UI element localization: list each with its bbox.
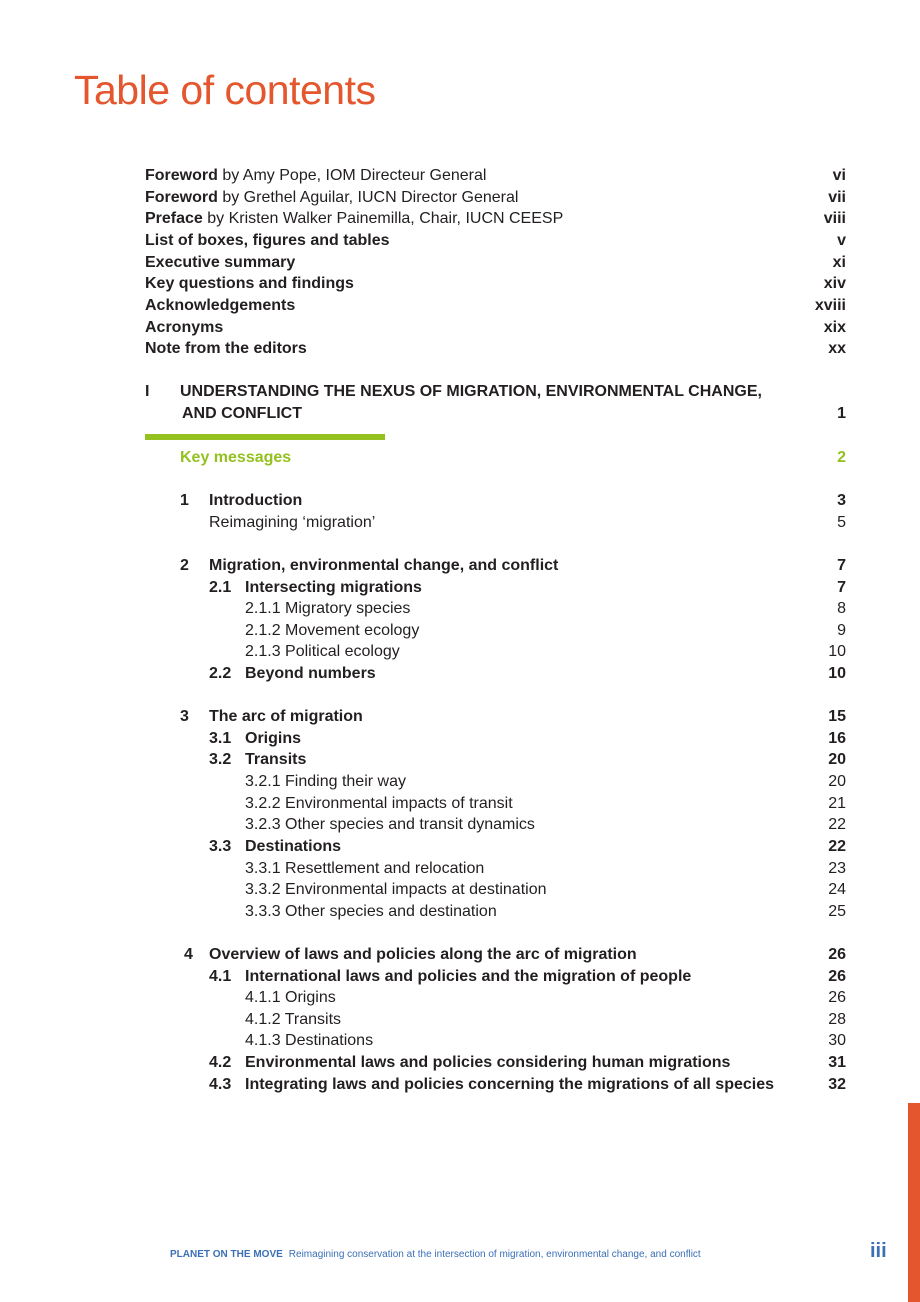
footer-brand: PLANET ON THE MOVE: [170, 1249, 283, 1260]
page-number: 1: [837, 405, 846, 422]
part-title-line1: UNDERSTANDING THE NEXUS OF MIGRATION, ENVIRONMENTAL CHANGE,: [180, 383, 762, 400]
toc-section[interactable]: [145, 836, 846, 857]
toc-chapter[interactable]: [145, 555, 846, 576]
section-number: 4.2: [209, 1054, 232, 1071]
entry-label: Foreword: [145, 167, 218, 184]
page-number: 30: [828, 1032, 846, 1049]
section-title: Origins: [245, 730, 302, 747]
toc-subsection[interactable]: [145, 641, 846, 662]
page-number: xi: [832, 254, 846, 271]
chapter-number: 1: [180, 492, 189, 509]
key-messages-label: Key messages: [180, 449, 292, 466]
entry-label: Preface: [145, 210, 203, 227]
entry-label: Executive summary: [145, 254, 296, 271]
page-number: xviii: [814, 297, 846, 314]
toc-subsection[interactable]: [145, 987, 846, 1008]
section-divider: [145, 434, 385, 440]
page-number: xiv: [823, 275, 846, 292]
page-number: 26: [828, 946, 846, 963]
entry-label: List of boxes, figures and tables: [145, 232, 390, 249]
page-number: 25: [828, 903, 846, 920]
toc-entry[interactable]: [145, 230, 846, 251]
page-number: 24: [828, 881, 846, 898]
section-number: 2.1: [209, 579, 232, 596]
page-number: 7: [837, 579, 846, 596]
subsection-title: 3.3.3 Other species and destination: [245, 903, 497, 920]
section-title: Intersecting migrations: [245, 579, 422, 596]
page-number: v: [837, 232, 846, 249]
page-number: 10: [828, 643, 846, 660]
chapter-title: Migration, environmental change, and conflict: [209, 557, 559, 574]
toc-chapter[interactable]: [145, 706, 846, 727]
toc-entry[interactable]: [145, 512, 846, 533]
toc-section[interactable]: [145, 1074, 846, 1095]
subsection-title: 4.1.3 Destinations: [245, 1032, 374, 1049]
subsection-title: 4.1.2 Transits: [245, 1011, 342, 1028]
section-title: Environmental laws and policies considering human migrations: [245, 1054, 731, 1071]
page-number: vii: [828, 189, 846, 206]
subsection-title: 3.2.1 Finding their way: [245, 773, 406, 790]
subsection-title: 2.1.1 Migratory species: [245, 600, 411, 617]
subsection-title: 4.1.1 Origins: [245, 989, 336, 1006]
page-number: 28: [828, 1011, 846, 1028]
footer-subtitle: Reimagining conservation at the intersection of migration, environmental change, and conflict: [288, 1249, 701, 1260]
toc-entry-key-messages[interactable]: [145, 447, 846, 468]
page-number: xx: [828, 340, 846, 357]
entry-detail: by Grethel Aguilar, IUCN Director General: [217, 189, 519, 206]
toc-entry[interactable]: [145, 208, 846, 229]
section-title: Integrating laws and policies concerning the migrations of all species: [245, 1076, 775, 1093]
toc-section[interactable]: [145, 577, 846, 598]
toc-entry[interactable]: [145, 187, 846, 208]
page-number: 21: [828, 795, 846, 812]
edge-tab: [908, 1103, 920, 1302]
page-number: 3: [837, 492, 846, 509]
chapter-title: Overview of laws and policies along the arc of migration: [209, 946, 637, 963]
toc-entry[interactable]: [145, 338, 846, 359]
toc-entry[interactable]: [145, 295, 846, 316]
entry-label: Key questions and findings: [145, 275, 354, 292]
toc-section[interactable]: [145, 728, 846, 749]
part-title-line2: AND CONFLICT: [182, 405, 302, 422]
page-number: viii: [823, 210, 846, 227]
section-title: Destinations: [245, 838, 342, 855]
chapter-title: The arc of migration: [209, 708, 363, 725]
part-heading[interactable]: [145, 381, 846, 402]
toc-subsection[interactable]: [145, 771, 846, 792]
chapter-number: 4: [184, 946, 193, 963]
toc-section[interactable]: [145, 1052, 846, 1073]
chapter-number: 3: [180, 708, 189, 725]
entry-detail: by Amy Pope, IOM Directeur General: [217, 167, 487, 184]
toc-section[interactable]: [145, 749, 846, 770]
page-number: 26: [828, 968, 846, 985]
entry-title: Reimagining ‘migration’: [209, 514, 376, 531]
toc-subsection[interactable]: [145, 858, 846, 879]
page-number: 22: [828, 816, 846, 833]
section-number: 4.3: [209, 1076, 232, 1093]
page-number: 10: [828, 665, 846, 682]
toc-subsection[interactable]: [145, 793, 846, 814]
chapter-title: Introduction: [209, 492, 303, 509]
page-number: 8: [837, 600, 846, 617]
page-number: vi: [832, 167, 846, 184]
toc-subsection[interactable]: [145, 598, 846, 619]
chapter-number: 2: [180, 557, 189, 574]
part-numeral: I: [145, 383, 150, 400]
entry-detail: by Kristen Walker Painemilla, Chair, IUCN CEESP: [202, 210, 564, 227]
section-number: 3.2: [209, 751, 232, 768]
section-number: 4.1: [209, 968, 232, 985]
page-number: 26: [828, 989, 846, 1006]
subsection-title: 2.1.3 Political ecology: [245, 643, 400, 660]
entry-label: Foreword: [145, 189, 218, 206]
page-number: 23: [828, 860, 846, 877]
section-title: Transits: [245, 751, 307, 768]
section-title: International laws and policies and the migration of people: [245, 968, 692, 985]
page-numeral: iii: [870, 1240, 887, 1262]
page-number: 32: [828, 1076, 846, 1093]
page-number: 16: [828, 730, 846, 747]
toc-subsection[interactable]: [145, 814, 846, 835]
toc-section[interactable]: [145, 663, 846, 684]
toc-subsection[interactable]: [145, 1030, 846, 1051]
section-number: 3.3: [209, 838, 232, 855]
toc-subsection[interactable]: [145, 1009, 846, 1030]
page-number: 22: [828, 838, 846, 855]
toc-entry[interactable]: [145, 317, 846, 338]
entry-label: Acknowledgements: [145, 297, 296, 314]
page-number: 5: [837, 514, 846, 531]
toc-subsection[interactable]: [145, 901, 846, 922]
toc-chapter[interactable]: [145, 944, 846, 965]
page-number: 20: [828, 751, 846, 768]
page-number: 9: [837, 622, 846, 639]
entry-label: Acronyms: [145, 319, 224, 336]
section-number: 3.1: [209, 730, 232, 747]
page-number: 7: [837, 557, 846, 574]
subsection-title: 3.3.2 Environmental impacts at destination: [245, 881, 547, 898]
subsection-title: 3.3.1 Resettlement and relocation: [245, 860, 485, 877]
section-title: Beyond numbers: [245, 665, 376, 682]
subsection-title: 3.2.3 Other species and transit dynamics: [245, 816, 535, 833]
entry-label: Note from the editors: [145, 340, 307, 357]
page-number: xix: [823, 319, 846, 336]
toc-subsection[interactable]: [145, 879, 846, 900]
page-number: 15: [828, 708, 846, 725]
subsection-title: 3.2.2 Environmental impacts of transit: [245, 795, 513, 812]
page-number: 31: [828, 1054, 846, 1071]
toc-chapter[interactable]: [145, 490, 846, 511]
page-number: 2: [837, 449, 846, 466]
part-heading-cont[interactable]: [145, 403, 846, 424]
section-number: 2.2: [209, 665, 232, 682]
toc-subsection[interactable]: [145, 620, 846, 641]
toc-section[interactable]: [145, 966, 846, 987]
subsection-title: 2.1.2 Movement ecology: [245, 622, 420, 639]
toc-entry[interactable]: [145, 165, 846, 186]
page-title: Table of contents: [74, 67, 376, 113]
toc-entry[interactable]: [145, 252, 846, 273]
footer: [170, 1249, 701, 1260]
toc-entry[interactable]: [145, 273, 846, 294]
page-number: 20: [828, 773, 846, 790]
